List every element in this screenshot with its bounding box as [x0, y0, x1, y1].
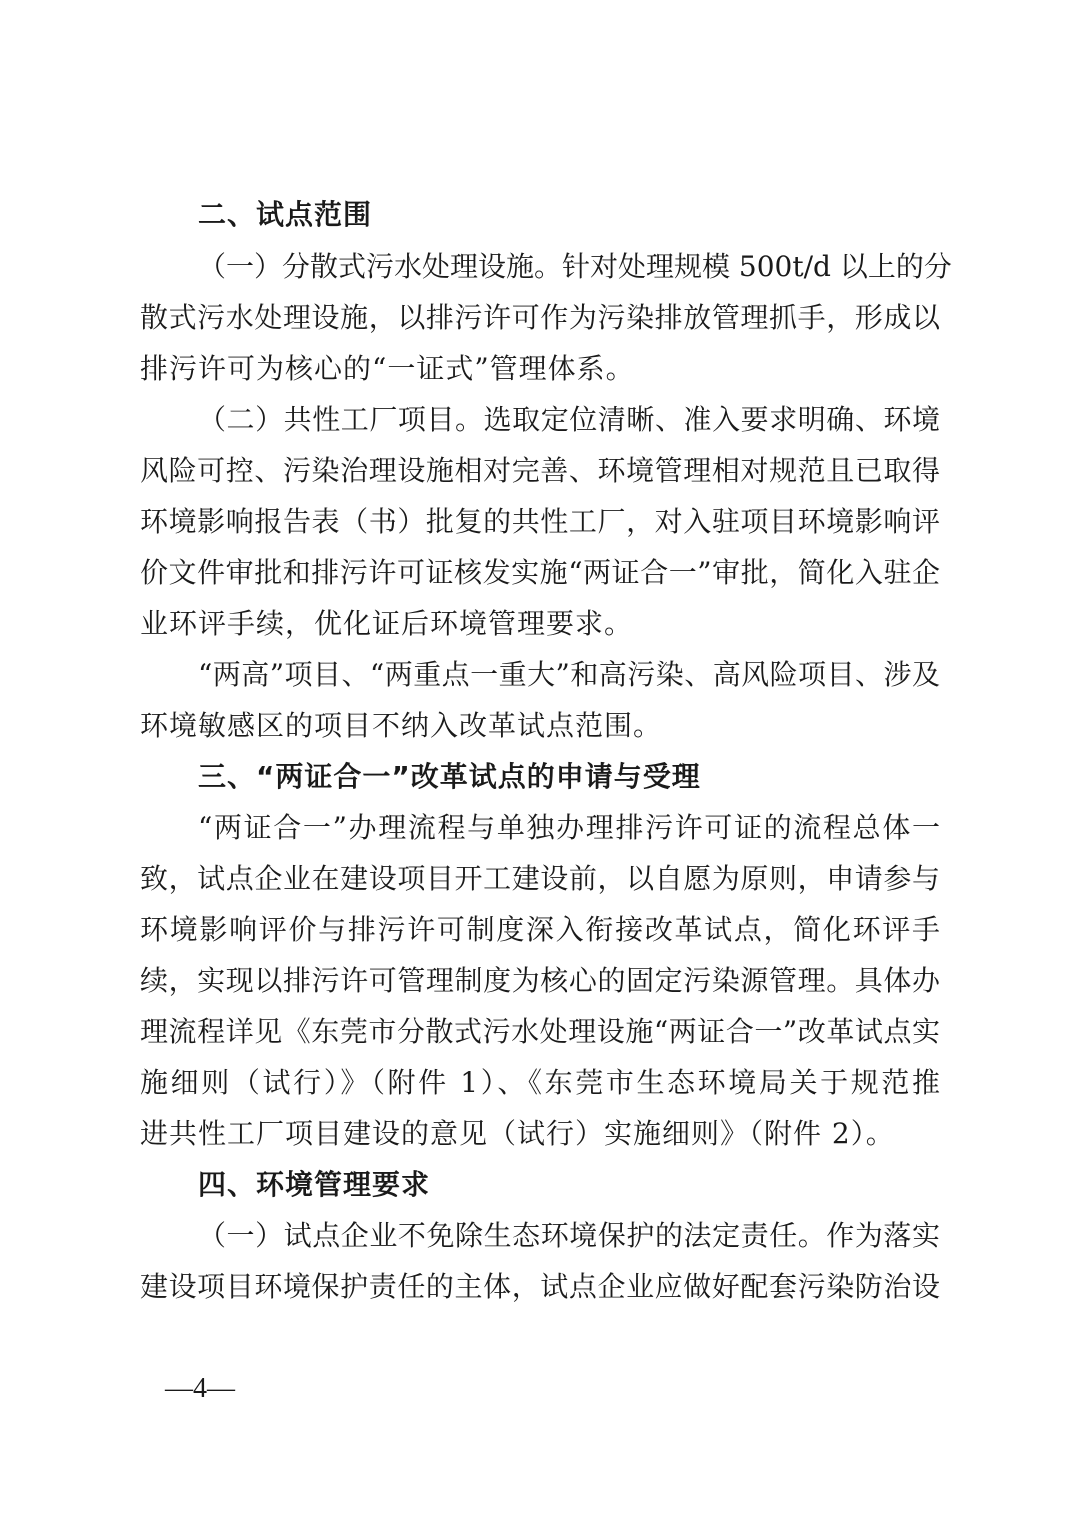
paragraph-line: 散式污水处理设施，以排污许可作为污染排放管理抓手，形成以	[140, 301, 940, 334]
paragraph-line: 理流程详见《东莞市分散式污水处理设施“两证合一”改革试点实	[140, 1015, 940, 1048]
paragraph-line: 续，实现以排污许可管理制度为核心的固定污染源管理。具体办	[140, 964, 940, 997]
paragraph-line: 进共性工厂项目建设的意见（试行）实施细则》（附件 2）。	[140, 1117, 895, 1150]
paragraph-line: （一）分散式污水处理设施。针对处理规模 500t/d 以上的分	[198, 250, 952, 283]
page-number: —4—	[165, 1373, 235, 1404]
paragraph-line: 排污许可为核心的“一证式”管理体系。	[140, 352, 635, 385]
section-heading-3: 三、“两证合一”改革试点的申请与受理	[198, 760, 701, 793]
paragraph-line: （一）试点企业不免除生态环境保护的法定责任。作为落实	[198, 1219, 940, 1252]
paragraph-line: （二）共性工厂项目。选取定位清晰、准入要求明确、环境	[198, 403, 940, 436]
section-heading-4: 四、环境管理要求	[198, 1168, 431, 1201]
paragraph-line: 施细则（试行）》（附件 1）、《东莞市生态环境局关于规范推	[140, 1066, 940, 1099]
paragraph-line: 建设项目环境保护责任的主体，试点企业应做好配套污染防治设	[140, 1270, 940, 1303]
paragraph-line: 环境影响报告表（书）批复的共性工厂，对入驻项目环境影响评	[140, 505, 940, 538]
paragraph-line: 价文件审批和排污许可证核发实施“两证合一”审批，简化入驻企	[140, 556, 940, 589]
paragraph-line: 致，试点企业在建设项目开工建设前，以自愿为原则，申请参与	[140, 862, 940, 895]
section-heading-2: 二、试点范围	[198, 198, 373, 231]
paragraph-line: “两证合一”办理流程与单独办理排污许可证的流程总体一	[198, 811, 940, 844]
paragraph-line: 环境影响评价与排污许可制度深入衔接改革试点，简化环评手	[140, 913, 940, 946]
paragraph-line: 业环评手续，优化证后环境管理要求。	[140, 607, 634, 640]
paragraph-line: 风险可控、污染治理设施相对完善、环境管理相对规范且已取得	[140, 454, 940, 487]
paragraph-line: “两高”项目、“两重点一重大”和高污染、高风险项目、涉及	[198, 658, 940, 691]
paragraph-line: 环境敏感区的项目不纳入改革试点范围。	[140, 709, 663, 742]
